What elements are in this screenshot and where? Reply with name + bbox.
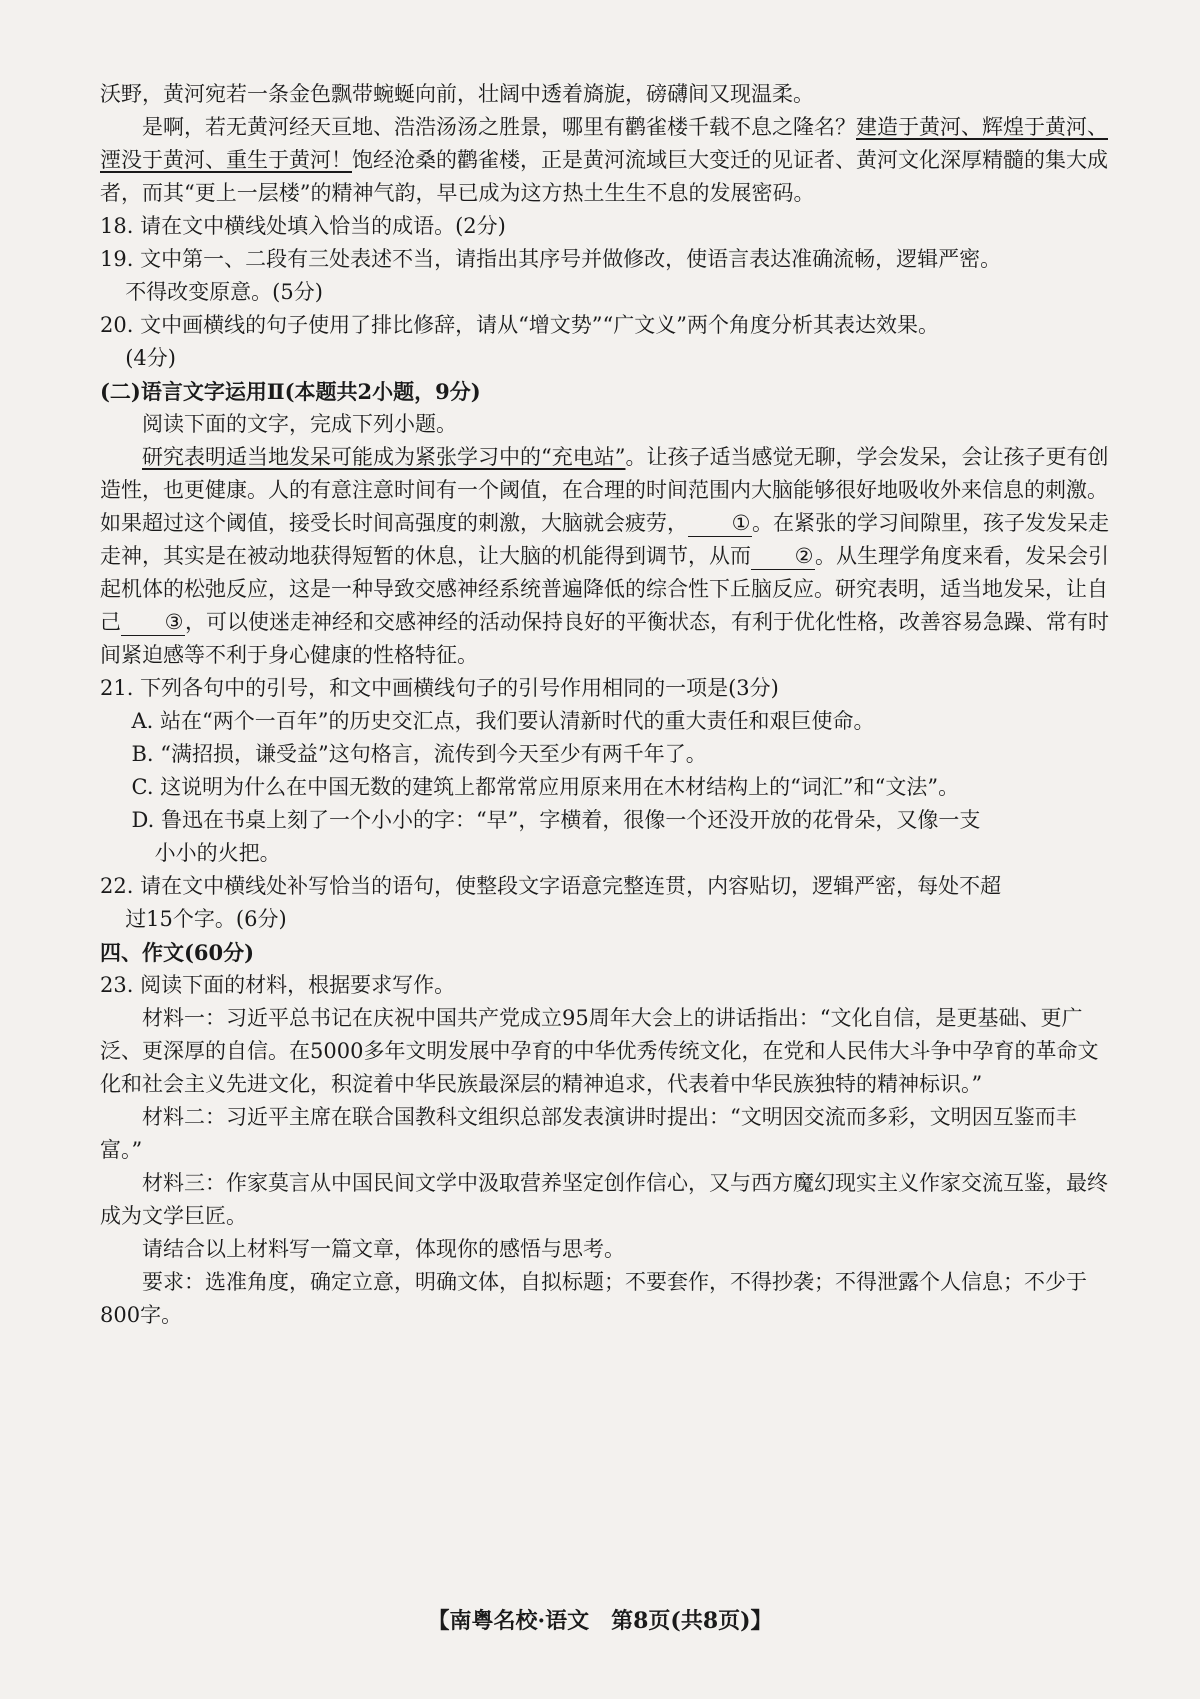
section-2-heading: (二)语言文字运用Ⅱ(本题共2小题，9分) (100, 379, 481, 404)
question-20-line-1: 20. 文中画横线的句子使用了排比修辞，请从“增文势”“广文义”两个角度分析其表达效果。 (100, 313, 940, 337)
question-22-line-1: 22. 请在文中横线处补写恰当的语句，使整段文字语意完整连贯，内容贴切，逻辑严密，每处不超 (100, 874, 1002, 898)
underlined-quote-sentence: 研究表明适当地发呆可能成为紧张学习中的“充电站” (142, 445, 626, 469)
question-22-line-2: 过15个字。(6分) (125, 907, 287, 931)
section-2-instruction: 阅读下面的文字，完成下列小题。 (142, 412, 457, 436)
section-4-heading: 四、作文(60分) (100, 940, 255, 965)
page-footer: 【南粤名校·语文 第8页(共8页)】 (427, 1608, 773, 1634)
section-2-passage (100, 441, 1110, 672)
blank-2: ② (751, 543, 815, 570)
question-23: 23. 阅读下面的材料，根据要求写作。 (100, 973, 456, 997)
writing-requirements: 要求：选准角度，确定立意，明确文体，自拟标题；不要套作，不得抄袭；不得泄露个人信息；不少于800字。 (100, 1270, 1087, 1327)
question-19-line-1: 19. 文中第一、二段有三处表述不当，请指出其序号并做修改，使语言表达准确流畅，逻辑严密。 (100, 247, 1002, 271)
option-b: B. “满招损，谦受益”这句格言，流传到今天至少有两千年了。 (131, 742, 707, 766)
passage-paragraph-1: 沃野，黄河宛若一条金色飘带蜿蜒向前，壮阔中透着旖旎，磅礴间又现温柔。 (100, 82, 814, 106)
question-21: 21. 下列各句中的引号，和文中画横线句子的引号作用相同的一项是(3分) (100, 676, 779, 700)
option-d-line-1: D. 鲁迅在书桌上刻了一个小小的字：“早”，字横着，很像一个还没开放的花骨朵，又像一支 (131, 808, 981, 832)
passage-text-2: 。在紧张的学习间隙里，孩子发发呆走走神，其实是在被动地获得短暂的休息，让大脑的机能得到调节，从而 (100, 511, 1109, 568)
option-c: C. 这说明为什么在中国无数的建筑上都常常应用原来用在木材结构上的“词汇”和“文法”。 (131, 775, 960, 799)
passage-p2-start: 是啊，若无黄河经天亘地、浩浩汤汤之胜景，哪里有鹳雀楼千载不息之隆名？ (142, 115, 856, 139)
writing-task: 请结合以上材料写一篇文章，体现你的感悟与思考。 (142, 1237, 625, 1261)
material-3: 材料三：作家莫言从中国民间文学中汲取营养坚定创作信心，又与西方魔幻现实主义作家交流互鉴，最终成为文学巨匠。 (100, 1171, 1108, 1228)
blank-3: ③ (121, 609, 185, 636)
blank-1: ① (688, 510, 752, 537)
question-20-line-2: (4分) (125, 346, 176, 370)
passage-text-4: ，可以使迷走神经和交感神经的活动保持良好的平衡状态，有利于优化性格，改善容易急躁、常有时间紧迫感等不利于身心健康的性格特征。 (100, 610, 1109, 667)
underlined-parallelism-sentence: 建造于黄河、辉煌于黄河、湮没于黄河、重生于黄河！ (100, 115, 1108, 172)
question-18: 18. 请在文中横线处填入恰当的成语。(2分) (100, 214, 506, 238)
passage-text-3: 。从生理学角度来看，发呆会引起机体的松弛反应，这是一种导致交感神经系统普遍降低的综合性下丘脑反应。研究表明，适当地发呆，让自己 (100, 544, 1109, 634)
passage-p2-end: 饱经沧桑的鹳雀楼，正是黄河流域巨大变迁的见证者、黄河文化深厚精髓的集大成者，而其“更上一层楼”的精神气韵，早已成为这方热土生生不息的发展密码。 (100, 148, 1108, 205)
question-19-line-2: 不得改变原意。(5分) (125, 280, 323, 304)
page-content (100, 78, 1110, 1332)
material-1: 材料一：习近平总书记在庆祝中国共产党成立95周年大会上的讲话指出：“文化自信，是更基础、更广泛、更深厚的自信。在5000多年文明发展中孕育的中华优秀传统文化，在党和人民伟大斗争中孕育的革命文化和社会主义先进文化，积淀着中华民族最深层的精神追求，代表着中华民族独特的精神标识。” (100, 1006, 1099, 1096)
option-a: A. 站在“两个一百年”的历史交汇点，我们要认清新时代的重大责任和艰巨使命。 (131, 709, 875, 733)
option-d-line-2: 小小的火把。 (154, 841, 281, 865)
passage-text-1: 。让孩子适当感觉无聊，学会发呆，会让孩子更有创造性，也更健康。人的有意注意时间有一个阈值，在合理的时间范围内大脑能够很好地吸收外来信息的刺激。如果超过这个阈值，接受长时间高强度的刺激，大脑就会疲劳， (100, 445, 1109, 535)
material-2: 材料二：习近平主席在联合国教科文组织总部发表演讲时提出：“文明因交流而多彩，文明因互鉴而丰富。” (100, 1105, 1077, 1162)
passage-paragraph-2 (100, 111, 1110, 210)
